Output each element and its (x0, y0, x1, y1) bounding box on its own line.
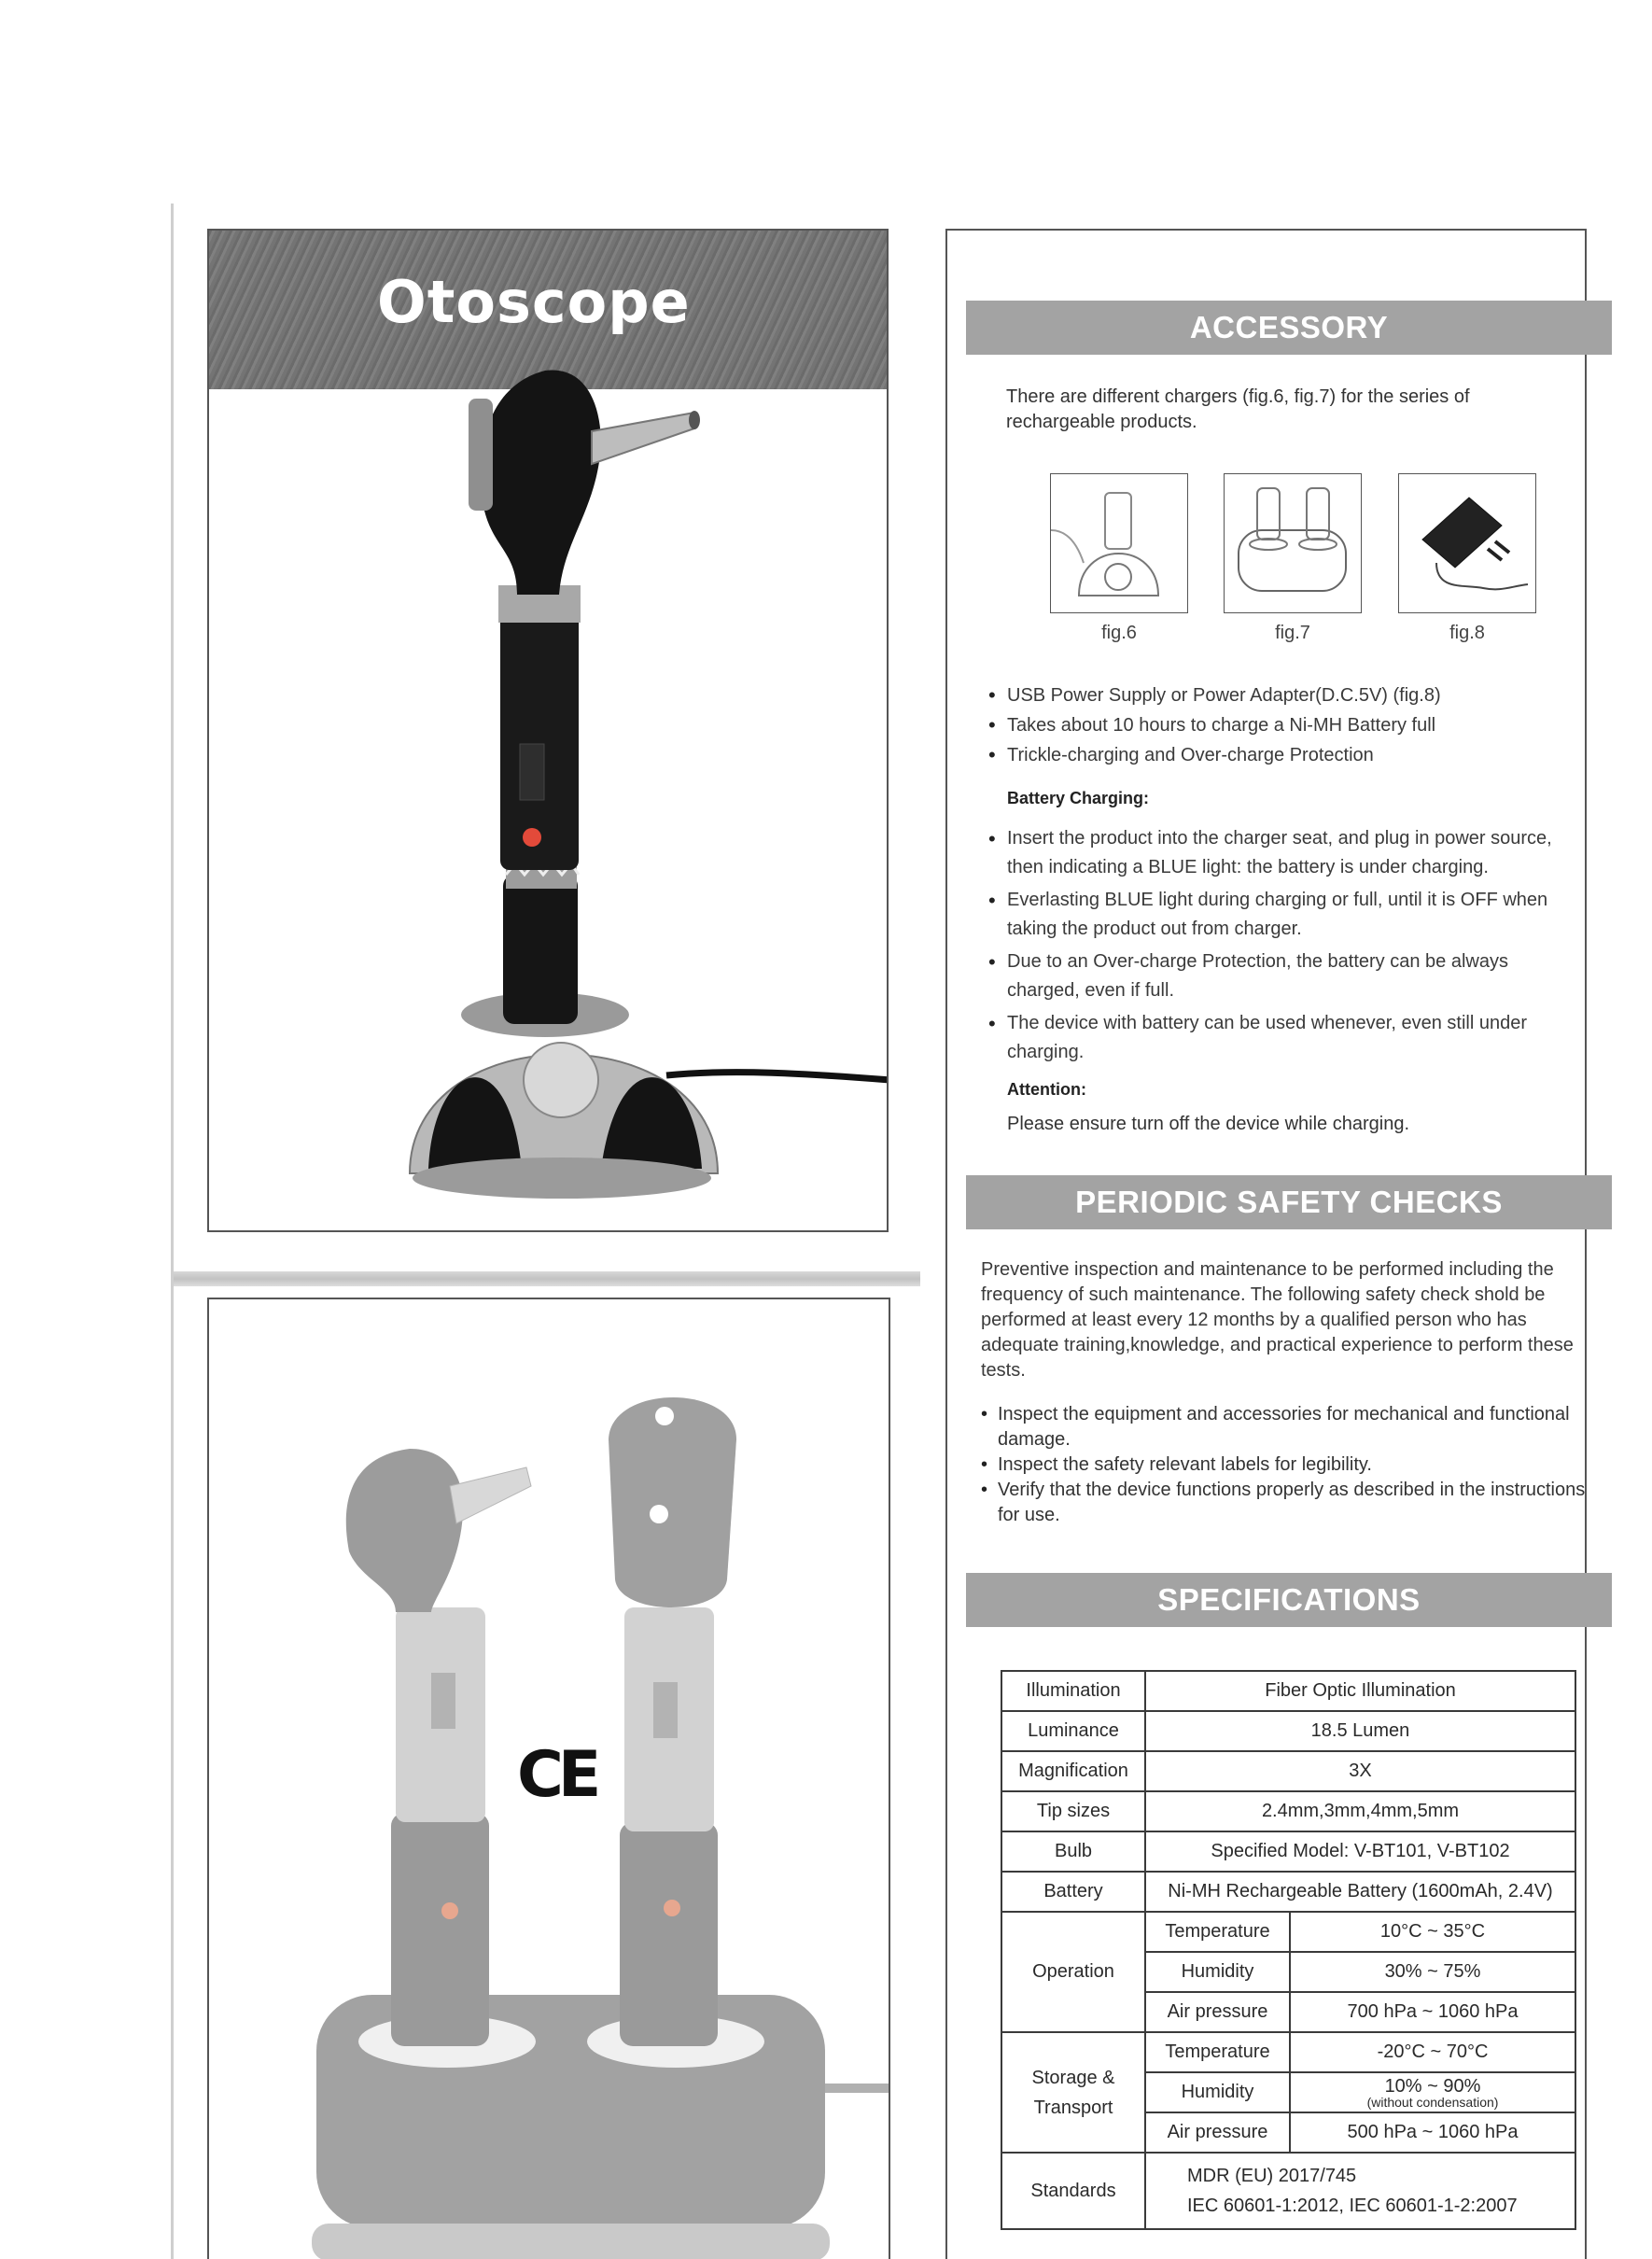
list-item: • Takes about 10 hours to charge a Ni-MH Battery full (987, 710, 1441, 740)
spec-sublabel: Temperature (1145, 2032, 1290, 2072)
page-fold-strip (174, 1271, 920, 1286)
list-item: • USB Power Supply or Power Adapter(D.C.5V) (fig.8) (987, 681, 1441, 710)
spec-sublabel: Humidity (1145, 1952, 1290, 1992)
fig7-charger-image (1224, 473, 1362, 613)
battery-charging-heading: Battery Charging: (1007, 789, 1150, 807)
safety-bullet-list (979, 1402, 1595, 1528)
table-row (1001, 1711, 1575, 1751)
spec-value: 30% ~ 75% (1290, 1952, 1575, 1992)
storage-transport-label (1001, 2032, 1145, 2153)
otoscope-charger-illustration (209, 231, 889, 1232)
spec-sublabel: Temperature (1145, 1912, 1290, 1952)
safety-intro: Preventive inspection and maintenance to be performed including the frequency of such maintenance. The following safety check shold be performed at least every 12 months by a qualified person who has adequate training,knowledge, and practical experience to perform these tests. (981, 1259, 1574, 1381)
spec-value: 10°C ~ 35°C (1290, 1912, 1575, 1952)
table-row (1001, 1912, 1575, 1952)
specifications-heading: SPECIFICATIONS (966, 1573, 1612, 1627)
list-item: • The device with battery can be used whenever, even still under charging. (987, 1009, 1584, 1067)
fig6-charger-image (1050, 473, 1188, 613)
spec-value: 500 hPa ~ 1060 hPa (1290, 2112, 1575, 2153)
spec-value: 700 hPa ~ 1060 hPa (1290, 1992, 1575, 2032)
storage-label-line1: Storage & (1031, 2067, 1115, 2088)
periodic-safety-checks-heading: PERIODIC SAFETY CHECKS (966, 1175, 1612, 1229)
spec-value: Fiber Optic Illumination (1145, 1671, 1575, 1711)
table-row (1001, 1791, 1575, 1831)
spec-sublabel: Humidity (1145, 2072, 1290, 2112)
battery-charging-list (987, 824, 1584, 1071)
spec-value-humidity (1290, 2072, 1575, 2112)
spec-value: -20°C ~ 70°C (1290, 2032, 1575, 2072)
spec-value: Specified Model: V-BT101, V-BT102 (1145, 1831, 1575, 1872)
fig6-label: fig.6 (1101, 623, 1137, 643)
table-row (1001, 1671, 1575, 1711)
spec-label: Luminance (1001, 1711, 1145, 1751)
table-row (1001, 1872, 1575, 1912)
table-row (1001, 1831, 1575, 1872)
storage-label-line2: Transport (1033, 2097, 1113, 2118)
spec-value-note: (without condensation) (1366, 2094, 1499, 2110)
list-item: • Trickle-charging and Over-charge Protection (987, 740, 1441, 770)
list-item: • Everlasting BLUE light during charging or full, until it is OFF when taking the product out from charger. (987, 886, 1584, 944)
list-item: • Inspect the equipment and accessories for mechanical and functional damage. (979, 1402, 1595, 1452)
fig8-power-adapter-image (1398, 473, 1536, 613)
spec-sublabel: Air pressure (1145, 2112, 1290, 2153)
two-instrument-charger-panel (207, 1298, 890, 2259)
standards-line1: MDR (EU) 2017/745 (1187, 2166, 1357, 2186)
specifications-table (1001, 1670, 1576, 2230)
spec-value: 18.5 Lumen (1145, 1711, 1575, 1751)
table-row (1001, 1751, 1575, 1791)
table-row (1001, 2032, 1575, 2072)
spec-label: Battery (1001, 1872, 1145, 1912)
page-title: Otoscope (377, 268, 691, 336)
operation-label: Operation (1001, 1912, 1145, 2032)
fig8-label: fig.8 (1449, 623, 1485, 643)
ce-mark: CE (517, 1738, 596, 1812)
page-fold-line (171, 203, 174, 2259)
accessory-bullet-list (987, 681, 1441, 770)
standards-line2: IEC 60601-1:2012, IEC 60601-1-2:2007 (1187, 2196, 1518, 2216)
attention-heading: Attention: (1007, 1080, 1086, 1099)
list-item: • Inspect the safety relevant labels for legibility. (979, 1452, 1595, 1478)
fig7-label: fig.7 (1275, 623, 1310, 643)
spec-value: Ni-MH Rechargeable Battery (1600mAh, 2.4V) (1145, 1872, 1575, 1912)
spec-label: Magnification (1001, 1751, 1145, 1791)
standards-label: Standards (1001, 2153, 1145, 2229)
spec-label: Bulb (1001, 1831, 1145, 1872)
standards-value (1145, 2153, 1575, 2229)
spec-value: 10% ~ 90% (1384, 2075, 1481, 2097)
spec-label: Tip sizes (1001, 1791, 1145, 1831)
table-row (1001, 2153, 1575, 2229)
list-item: • Due to an Over-charge Protection, the battery can be always charged, even if full. (987, 947, 1584, 1005)
spec-label: Illumination (1001, 1671, 1145, 1711)
accessory-heading: ACCESSORY (966, 301, 1612, 355)
otoscope-product-panel (207, 229, 889, 1232)
attention-text: Please ensure turn off the device while charging. (1007, 1114, 1410, 1134)
information-panel (945, 229, 1587, 2259)
spec-sublabel: Air pressure (1145, 1992, 1290, 2032)
list-item: • Insert the product into the charger seat, and plug in power source, then indicating a BLUE light: the battery is under charging. (987, 824, 1584, 882)
list-item: • Verify that the device functions properly as described in the instructions for use. (979, 1478, 1595, 1528)
spec-value: 3X (1145, 1751, 1575, 1791)
accessory-intro: There are different chargers (fig.6, fig.7) for the series of rechargeable products. (1006, 386, 1470, 432)
spec-value: 2.4mm,3mm,4mm,5mm (1145, 1791, 1575, 1831)
